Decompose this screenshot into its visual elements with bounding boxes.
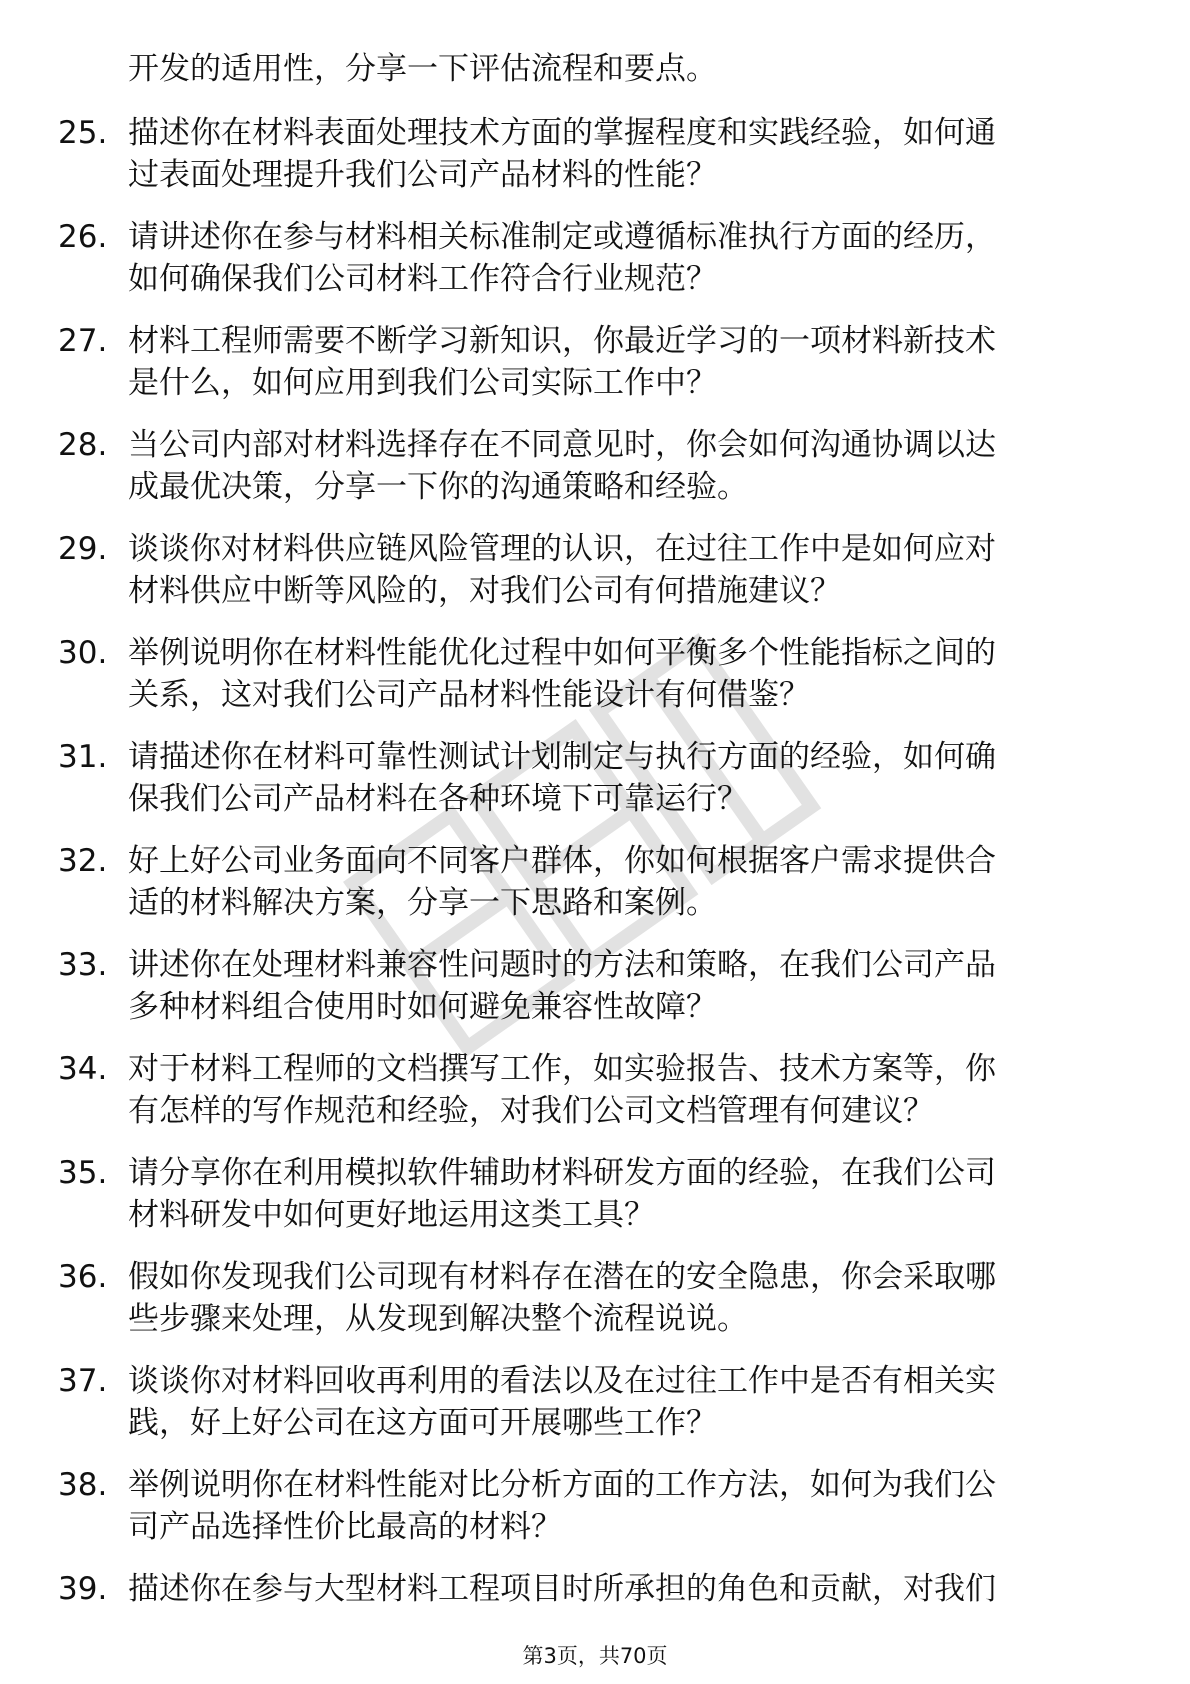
question-item bbox=[58, 1256, 1118, 1340]
question-text bbox=[128, 632, 1118, 716]
question-text-line: 关系，这对我们公司产品材料性能设计有何借鉴？ bbox=[128, 677, 810, 713]
question-number: 35. bbox=[58, 1155, 108, 1191]
question-text-line: 假如你发现我们公司现有材料存在潜在的安全隐患，你会采取哪 bbox=[128, 1259, 996, 1295]
question-item bbox=[58, 320, 1118, 404]
question-number: 26. bbox=[58, 219, 108, 255]
question-text-line: 些步骤来处理，从发现到解决整个流程说说。 bbox=[128, 1301, 748, 1337]
question-item bbox=[58, 840, 1118, 924]
question-text bbox=[128, 1360, 1118, 1444]
question-text bbox=[128, 1048, 1118, 1132]
question-item bbox=[58, 736, 1118, 820]
question-item bbox=[58, 216, 1118, 300]
question-text-line: 材料工程师需要不断学习新知识，你最近学习的一项材料新技术 bbox=[128, 323, 996, 359]
question-item bbox=[58, 1048, 1118, 1132]
question-text-line: 多种材料组合使用时如何避免兼容性故障？ bbox=[128, 989, 717, 1025]
question-text bbox=[128, 1256, 1118, 1340]
question-text-line: 描述你在材料表面处理技术方面的掌握程度和实践经验，如何通 bbox=[128, 115, 996, 151]
question-item bbox=[58, 1360, 1118, 1444]
question-text-line: 请描述你在材料可靠性测试计划制定与执行方面的经验，如何确 bbox=[128, 739, 996, 775]
question-text-line: 举例说明你在材料性能优化过程中如何平衡多个性能指标之间的 bbox=[128, 635, 996, 671]
question-number: 37. bbox=[58, 1363, 108, 1399]
question-text-line: 司产品选择性价比最高的材料？ bbox=[128, 1509, 562, 1545]
question-number: 31. bbox=[58, 739, 108, 775]
question-number: 33. bbox=[58, 947, 108, 983]
question-text bbox=[128, 1152, 1118, 1236]
question-text-line: 举例说明你在材料性能对比分析方面的工作方法，如何为我们公 bbox=[128, 1467, 996, 1503]
question-text-line: 谈谈你对材料回收再利用的看法以及在过往工作中是否有相关实 bbox=[128, 1363, 996, 1399]
question-text-line: 成最优决策，分享一下你的沟通策略和经验。 bbox=[128, 469, 748, 505]
question-number: 38. bbox=[58, 1467, 108, 1503]
question-text bbox=[128, 1568, 1118, 1610]
question-text-line: 当公司内部对材料选择存在不同意见时，你会如何沟通协调以达 bbox=[128, 427, 996, 463]
question-item bbox=[58, 944, 1118, 1028]
question-item bbox=[58, 632, 1118, 716]
question-list bbox=[58, 48, 1118, 1630]
question-number: 29. bbox=[58, 531, 108, 567]
question-item bbox=[58, 1568, 1118, 1610]
question-text bbox=[128, 1464, 1118, 1548]
question-text-line: 谈谈你对材料供应链风险管理的认识，在过往工作中是如何应对 bbox=[128, 531, 996, 567]
question-item bbox=[58, 112, 1118, 196]
question-text bbox=[128, 424, 1118, 508]
question-text-line: 材料供应中断等风险的，对我们公司有何措施建议？ bbox=[128, 573, 841, 609]
question-text-line: 对于材料工程师的文档撰写工作，如实验报告、技术方案等，你 bbox=[128, 1051, 996, 1087]
question-number: 34. bbox=[58, 1051, 108, 1087]
question-item bbox=[58, 1152, 1118, 1236]
question-text bbox=[128, 736, 1118, 820]
question-text-line: 请分享你在利用模拟软件辅助材料研发方面的经验，在我们公司 bbox=[128, 1155, 996, 1191]
question-text bbox=[128, 320, 1118, 404]
question-number: 39. bbox=[58, 1571, 108, 1607]
question-number: 28. bbox=[58, 427, 108, 463]
question-number: 27. bbox=[58, 323, 108, 359]
question-text-line: 是什么，如何应用到我们公司实际工作中？ bbox=[128, 365, 717, 401]
question-number: 36. bbox=[58, 1259, 108, 1295]
question-text-line: 过表面处理提升我们公司产品材料的性能？ bbox=[128, 157, 717, 193]
continued-text: 开发的适用性，分享一下评估流程和要点。 bbox=[128, 51, 717, 87]
question-text bbox=[128, 112, 1118, 196]
question-item bbox=[58, 1464, 1118, 1548]
question-text bbox=[128, 840, 1118, 924]
question-text-line: 材料研发中如何更好地运用这类工具？ bbox=[128, 1197, 655, 1233]
question-text-line: 保我们公司产品材料在各种环境下可靠运行？ bbox=[128, 781, 748, 817]
question-number: 25. bbox=[58, 115, 108, 151]
question-text-line: 描述你在参与大型材料工程项目时所承担的角色和贡献，对我们 bbox=[128, 1571, 996, 1607]
question-text-line: 如何确保我们公司材料工作符合行业规范？ bbox=[128, 261, 717, 297]
question-text-line: 请讲述你在参与材料相关标准制定或遵循标准执行方面的经历， bbox=[128, 219, 996, 255]
question-item bbox=[58, 424, 1118, 508]
page-footer: 第3页，共70页 bbox=[522, 1644, 668, 1668]
question-text bbox=[128, 944, 1118, 1028]
question-text-line: 践，好上好公司在这方面可开展哪些工作？ bbox=[128, 1405, 717, 1441]
question-number: 30. bbox=[58, 635, 108, 671]
question-text-line: 适的材料解决方案，分享一下思路和案例。 bbox=[128, 885, 717, 921]
question-text-line: 好上好公司业务面向不同客户群体，你如何根据客户需求提供合 bbox=[128, 843, 996, 879]
question-text-line: 讲述你在处理材料兼容性问题时的方法和策略，在我们公司产品 bbox=[128, 947, 996, 983]
question-item bbox=[58, 528, 1118, 612]
question-text bbox=[128, 216, 1118, 300]
question-text bbox=[128, 528, 1118, 612]
questions-container bbox=[58, 112, 1118, 1610]
question-number: 32. bbox=[58, 843, 108, 879]
question-text-line: 有怎样的写作规范和经验，对我们公司文档管理有何建议？ bbox=[128, 1093, 934, 1129]
